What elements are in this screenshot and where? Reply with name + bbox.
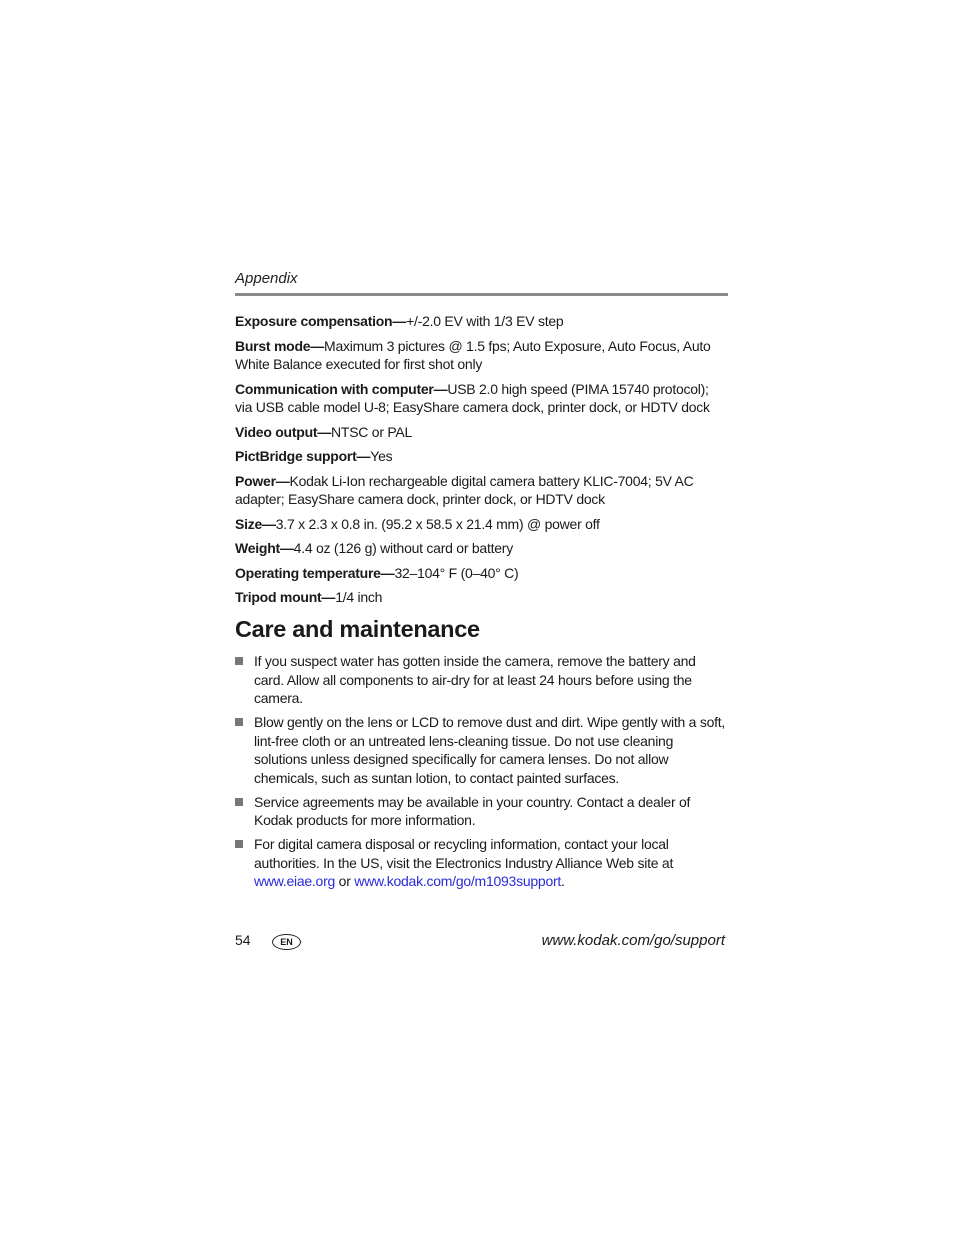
spec-value: Yes [370,448,393,464]
spec-label: Burst mode— [235,337,325,354]
spec-item [235,447,725,466]
bullet-text: For digital camera disposal or recycling information, contact your local authorities. In the US, visit the Electronics Industry Alliance Web site at [254,836,674,871]
eiae-link[interactable]: www.eiae.org [254,873,336,889]
spec-label: Tripod mount— [235,589,336,605]
spec-item [235,337,725,374]
spec-value: NTSC or PAL [331,423,413,440]
bullet-text: . [561,873,565,889]
bullet-text: If you suspect water has gotten inside the camera, remove the battery and card. Allow all components to air-dry for at least 24 hours before using the camera. [254,653,696,706]
bullet-text: Service agreements may be available in your country. Contact a dealer of Kodak products for more information. [254,793,691,828]
spec-item [235,472,725,509]
header-rule [235,293,728,296]
spec-value: Maximum 3 pictures @ 1.5 fps; Auto Exposure, Auto Focus, Auto White Balance executed for first shot only [235,337,711,372]
spec-value: +/-2.0 EV with 1/3 EV step [406,313,564,329]
bullet-text: or [335,873,355,889]
spec-label: Communication with computer— [235,380,448,397]
spec-item [235,564,725,583]
spec-item [235,588,725,607]
language-badge-icon: EN [272,934,301,950]
list-item [235,713,728,787]
list-item [235,835,728,891]
spec-label: Video output— [235,423,332,440]
spec-item [235,312,725,331]
spec-value: Kodak Li-Ion rechargeable digital camera battery KLIC-7004; 5V AC adapter; EasyShare camera dock, printer dock, or HDTV dock [235,472,694,507]
spec-item [235,539,725,558]
spec-value: 4.4 oz (126 g) without card or battery [293,540,513,556]
list-item [235,793,728,830]
page-number: 54 [235,932,251,948]
spec-label: Operating temperature— [235,564,395,581]
spec-value: USB 2.0 high speed (PIMA 15740 protocol); via USB cable model U-8; EasyShare camera dock, printer dock, or HDTV dock [235,380,710,415]
list-item [235,652,728,708]
page-footer [235,932,725,954]
square-bullet-icon [235,657,243,665]
spec-label: Exposure compensation— [235,313,407,329]
spec-item [235,380,725,417]
spec-value: 1/4 inch [335,589,383,605]
care-list [235,652,728,896]
spec-value: 32–104° F (0–40° C) [394,564,519,581]
section-label: Appendix [235,270,298,287]
spec-item [235,515,725,534]
spec-item [235,423,725,442]
bullet-text: Blow gently on the lens or LCD to remove dust and dirt. Wipe gently with a soft, lint-free cloth or an untreated lens-cleaning tissue. Do not use cleaning solutions unless designed specifically for camera lenses. Do not allow chemicals, such as suntan lotion, to contact painted surfaces. [254,714,726,786]
square-bullet-icon [235,840,243,848]
spec-value: 3.7 x 2.3 x 0.8 in. (95.2 x 58.5 x 21.4 mm) @ power off [275,515,600,532]
square-bullet-icon [235,718,243,726]
spec-label: Size— [235,515,276,532]
care-heading: Care and maintenance [235,616,480,642]
spec-label: Weight— [235,540,294,556]
spec-list [235,312,725,613]
square-bullet-icon [235,798,243,806]
kodak-support-link[interactable]: www.kodak.com/go/m1093support [354,873,562,889]
footer-url: www.kodak.com/go/support [541,932,725,949]
spec-label: Power— [235,472,290,489]
spec-label: PictBridge support— [235,448,371,464]
